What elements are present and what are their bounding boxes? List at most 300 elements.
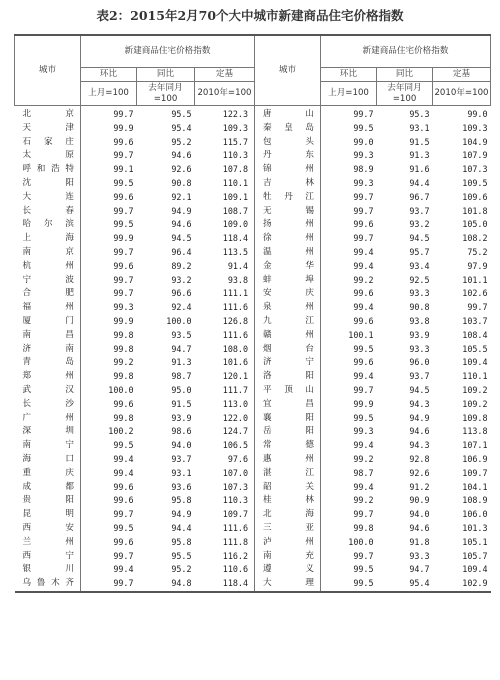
table-title: 表2：2015年2月70个大中城市新建商品住宅价格指数 <box>96 8 404 23</box>
dingji-value-right: 99.0 <box>467 109 488 119</box>
city-name-right: 大 理 <box>255 577 321 592</box>
dingji-value-right: 102.6 <box>462 288 488 299</box>
city-name-right: 平顶山 <box>255 384 321 398</box>
dingji-value-left: 91.4 <box>195 260 255 274</box>
huanbi-value-right: 99.8 <box>353 522 374 533</box>
dingji-value-left: 124.7 <box>195 425 255 439</box>
huanbi-value-left: 99.6 <box>113 260 134 271</box>
huanbi-value-left: 99.8 <box>113 343 134 354</box>
tongbi-value-right: 94.3 <box>409 398 430 409</box>
dingji-value-right: 105.5 <box>462 343 488 354</box>
tongbi-value-right: 94.9 <box>409 412 430 423</box>
group-header-left: 新建商品住宅价格指数 <box>81 35 255 68</box>
huanbi-value-left: 99.9 <box>113 233 134 244</box>
huanbi-value-left: 99.6 <box>113 136 134 147</box>
huanbi-value-right: 100.0 <box>348 536 374 547</box>
city-name-right: 丹 东 <box>255 149 321 163</box>
tongbi-value-left: 95.8 <box>171 495 192 506</box>
city-name-left: 沈 阳 <box>15 177 81 191</box>
huanbi-value-left: 99.1 <box>113 164 134 175</box>
dingji-value-right: 106.0 <box>462 509 488 520</box>
tongbi-value-right: 95.3 <box>409 109 430 119</box>
city-name-right: 九 江 <box>255 315 321 329</box>
city-name-left: 西 宁 <box>15 550 81 564</box>
tongbi-value-left: 98.7 <box>171 371 192 382</box>
city-header-right: 城市 <box>255 35 321 106</box>
table-row <box>15 218 491 232</box>
dingji-value-right: 103.7 <box>462 315 488 326</box>
dingji-value-right: 97.9 <box>467 260 488 271</box>
huanbi-value-right: 99.5 <box>353 564 374 575</box>
dingji-value-left: 111.7 <box>195 384 255 398</box>
tongbi-header-right: 同比 <box>377 68 433 82</box>
table-row <box>15 149 491 163</box>
dingji-value-right: 109.7 <box>462 467 488 478</box>
huanbi-value-right: 99.5 <box>353 122 374 133</box>
tongbi-value-right: 92.8 <box>409 453 430 464</box>
huanbi-header-right: 环比 <box>321 68 377 82</box>
huanbi-value-left: 99.4 <box>113 564 134 575</box>
huanbi-value-right: 99.2 <box>353 453 374 464</box>
tongbi-value-right: 91.8 <box>409 536 430 547</box>
dingji-value-left: 113.5 <box>195 246 255 260</box>
tongbi-value-right: 90.9 <box>409 495 430 506</box>
dingji-value-left: 122.3 <box>195 106 255 122</box>
huanbi-value-left: 99.6 <box>113 398 134 409</box>
tongbi-value-left: 95.8 <box>171 536 192 547</box>
tongbi-sub-left: 去年同月=100 <box>137 82 195 106</box>
huanbi-value-right: 99.4 <box>353 481 374 492</box>
tongbi-value-right: 93.3 <box>409 550 430 561</box>
city-name-right: 唐 山 <box>255 106 321 122</box>
tongbi-value-left: 90.8 <box>171 177 192 188</box>
tongbi-value-left: 92.1 <box>171 191 192 202</box>
table-row <box>15 494 491 508</box>
tongbi-value-left: 94.4 <box>171 522 192 533</box>
tongbi-value-right: 91.3 <box>409 150 430 161</box>
huanbi-value-right: 99.4 <box>353 302 374 313</box>
city-name-right: 洛 阳 <box>255 370 321 384</box>
huanbi-value-left: 99.5 <box>113 177 134 188</box>
huanbi-value-right: 99.5 <box>353 343 374 354</box>
city-name-left: 长 沙 <box>15 398 81 412</box>
dingji-value-right: 107.3 <box>462 164 488 175</box>
dingji-sub-right: 2010年=100 <box>433 82 491 106</box>
city-name-right: 惠 州 <box>255 453 321 467</box>
dingji-value-right: 101.3 <box>462 522 488 533</box>
city-name-right: 襄 阳 <box>255 412 321 426</box>
city-header-left: 城市 <box>15 35 81 106</box>
huanbi-value-left: 100.0 <box>108 384 134 395</box>
dingji-value-left: 115.7 <box>195 136 255 150</box>
huanbi-value-left: 99.7 <box>113 550 134 561</box>
tongbi-value-right: 95.4 <box>409 578 430 589</box>
tongbi-value-right: 93.1 <box>409 122 430 133</box>
huanbi-value-right: 99.0 <box>353 136 374 147</box>
dingji-value-right: 108.4 <box>462 329 488 340</box>
city-name-left: 上 海 <box>15 232 81 246</box>
city-name-right: 遵 义 <box>255 563 321 577</box>
city-name-right: 宜 昌 <box>255 398 321 412</box>
huanbi-value-right: 99.7 <box>353 550 374 561</box>
tongbi-value-left: 93.7 <box>171 453 192 464</box>
tongbi-header-left: 同比 <box>137 68 195 82</box>
dingji-value-left: 109.7 <box>195 508 255 522</box>
city-name-right: 无 锡 <box>255 205 321 219</box>
table-row <box>15 343 491 357</box>
dingji-value-right: 109.6 <box>462 191 488 202</box>
dingji-header-left: 定基 <box>195 68 255 82</box>
tongbi-value-left: 93.2 <box>171 274 192 285</box>
dingji-value-left: 110.3 <box>195 494 255 508</box>
dingji-value-right: 109.4 <box>462 357 488 368</box>
huanbi-value-left: 99.5 <box>113 522 134 533</box>
dingji-value-right: 107.1 <box>462 440 488 451</box>
table-row <box>15 356 491 370</box>
city-name-left: 广 州 <box>15 412 81 426</box>
tongbi-value-left: 98.6 <box>171 426 192 437</box>
dingji-value-right: 109.2 <box>462 398 488 409</box>
tongbi-value-left: 95.4 <box>171 122 192 133</box>
tongbi-value-left: 94.5 <box>171 233 192 244</box>
dingji-value-left: 111.6 <box>195 301 255 315</box>
table-row <box>15 274 491 288</box>
tongbi-value-left: 94.6 <box>171 219 192 230</box>
city-name-left: 南 昌 <box>15 329 81 343</box>
tongbi-value-right: 93.4 <box>409 260 430 271</box>
huanbi-value-right: 99.7 <box>353 233 374 244</box>
city-name-left: 哈尔滨 <box>15 218 81 232</box>
table-row <box>15 412 491 426</box>
tongbi-value-left: 94.7 <box>171 343 192 354</box>
tongbi-value-right: 94.3 <box>409 440 430 451</box>
dingji-sub-left: 2010年=100 <box>195 82 255 106</box>
table-row <box>15 260 491 274</box>
tongbi-value-right: 90.8 <box>409 302 430 313</box>
dingji-value-right: 109.3 <box>462 122 488 133</box>
dingji-value-left: 107.8 <box>195 163 255 177</box>
dingji-value-right: 108.9 <box>462 495 488 506</box>
table-row <box>15 577 491 592</box>
table-row <box>15 563 491 577</box>
table-row <box>15 384 491 398</box>
city-name-left: 兰 州 <box>15 536 81 550</box>
city-name-left: 太 原 <box>15 149 81 163</box>
huanbi-value-right: 99.7 <box>353 205 374 216</box>
tongbi-value-left: 95.2 <box>171 136 192 147</box>
city-name-right: 桂 林 <box>255 494 321 508</box>
tongbi-value-left: 94.8 <box>171 578 192 589</box>
tongbi-value-right: 91.6 <box>409 164 430 175</box>
dingji-value-right: 75.2 <box>467 246 488 257</box>
tongbi-value-right: 94.0 <box>409 509 430 520</box>
table-row <box>15 136 491 150</box>
huanbi-value-right: 99.4 <box>353 260 374 271</box>
huanbi-value-left: 99.5 <box>113 219 134 230</box>
tongbi-value-right: 93.3 <box>409 288 430 299</box>
tongbi-value-left: 94.0 <box>171 440 192 451</box>
huanbi-value-right: 99.4 <box>353 246 374 257</box>
huanbi-value-left: 100.2 <box>108 426 134 437</box>
table-row <box>15 315 491 329</box>
table-row <box>15 122 491 136</box>
city-name-left: 深 圳 <box>15 425 81 439</box>
tongbi-value-right: 93.7 <box>409 371 430 382</box>
huanbi-value-right: 99.7 <box>353 191 374 202</box>
tongbi-value-left: 93.9 <box>171 412 192 423</box>
huanbi-value-right: 99.3 <box>353 426 374 437</box>
table-row <box>15 536 491 550</box>
tongbi-value-left: 91.3 <box>171 357 192 368</box>
group-header-right: 新建商品住宅价格指数 <box>321 35 491 68</box>
dingji-value-left: 109.1 <box>195 191 255 205</box>
tongbi-value-left: 92.6 <box>171 164 192 175</box>
huanbi-value-right: 99.7 <box>353 384 374 395</box>
huanbi-value-right: 99.2 <box>353 274 374 285</box>
tongbi-value-right: 94.4 <box>409 177 430 188</box>
huanbi-value-right: 99.7 <box>353 509 374 520</box>
city-name-left: 合 肥 <box>15 287 81 301</box>
dingji-header-right: 定基 <box>433 68 491 82</box>
table-row <box>15 508 491 522</box>
tongbi-value-left: 95.2 <box>171 564 192 575</box>
city-name-left: 武 汉 <box>15 384 81 398</box>
city-name-right: 吉 林 <box>255 177 321 191</box>
city-name-left: 大 连 <box>15 191 81 205</box>
tongbi-value-right: 96.7 <box>409 191 430 202</box>
tongbi-value-left: 93.5 <box>171 329 192 340</box>
table-row <box>15 205 491 219</box>
city-name-left: 成 都 <box>15 481 81 495</box>
huanbi-value-left: 99.7 <box>113 578 134 589</box>
huanbi-value-left: 99.6 <box>113 536 134 547</box>
table-row <box>15 106 491 122</box>
tongbi-value-left: 96.6 <box>171 288 192 299</box>
table-row <box>15 177 491 191</box>
huanbi-value-left: 99.7 <box>113 109 134 119</box>
tongbi-value-left: 91.5 <box>171 398 192 409</box>
huanbi-value-right: 99.4 <box>353 440 374 451</box>
huanbi-value-right: 98.7 <box>353 467 374 478</box>
dingji-value-right: 99.7 <box>467 302 488 313</box>
tongbi-value-right: 91.2 <box>409 481 430 492</box>
dingji-value-right: 101.8 <box>462 205 488 216</box>
huanbi-value-left: 99.8 <box>113 329 134 340</box>
huanbi-value-left: 99.7 <box>113 150 134 161</box>
dingji-value-left: 106.5 <box>195 439 255 453</box>
city-name-left: 银 川 <box>15 563 81 577</box>
table-row <box>15 301 491 315</box>
dingji-value-left: 109.3 <box>195 122 255 136</box>
table-body <box>15 106 491 592</box>
huanbi-value-left: 99.4 <box>113 453 134 464</box>
huanbi-value-left: 99.7 <box>113 205 134 216</box>
dingji-value-right: 109.5 <box>462 177 488 188</box>
huanbi-value-right: 99.5 <box>353 412 374 423</box>
huanbi-value-left: 99.8 <box>113 371 134 382</box>
table-row <box>15 439 491 453</box>
huanbi-value-left: 99.9 <box>113 315 134 326</box>
city-name-left: 福 州 <box>15 301 81 315</box>
dingji-value-left: 107.0 <box>195 467 255 481</box>
tongbi-value-right: 94.5 <box>409 384 430 395</box>
huanbi-value-right: 100.1 <box>348 329 374 340</box>
city-name-left: 厦 门 <box>15 315 81 329</box>
dingji-value-right: 107.9 <box>462 150 488 161</box>
dingji-value-right: 109.8 <box>462 412 488 423</box>
price-index-table <box>14 34 491 593</box>
table-row <box>15 191 491 205</box>
city-name-right: 蚌 埠 <box>255 274 321 288</box>
huanbi-value-left: 99.7 <box>113 509 134 520</box>
dingji-value-left: 111.1 <box>195 287 255 301</box>
dingji-value-left: 109.0 <box>195 218 255 232</box>
table-header <box>15 35 491 106</box>
dingji-value-right: 109.4 <box>462 564 488 575</box>
tongbi-value-left: 94.6 <box>171 150 192 161</box>
table-row <box>15 522 491 536</box>
tongbi-value-left: 95.0 <box>171 384 192 395</box>
city-name-left: 乌鲁木齐 <box>15 577 81 592</box>
dingji-value-left: 118.4 <box>195 577 255 592</box>
city-name-right: 秦皇岛 <box>255 122 321 136</box>
dingji-value-left: 110.1 <box>195 177 255 191</box>
city-name-right: 金 华 <box>255 260 321 274</box>
table-row <box>15 481 491 495</box>
huanbi-value-right: 99.2 <box>353 495 374 506</box>
tongbi-value-right: 91.5 <box>409 136 430 147</box>
huanbi-value-left: 99.7 <box>113 274 134 285</box>
city-name-right: 岳 阳 <box>255 425 321 439</box>
city-name-left: 青 岛 <box>15 356 81 370</box>
dingji-value-right: 108.2 <box>462 233 488 244</box>
city-name-right: 牡丹江 <box>255 191 321 205</box>
city-name-left: 南 京 <box>15 246 81 260</box>
tongbi-value-left: 94.9 <box>171 509 192 520</box>
city-name-left: 海 口 <box>15 453 81 467</box>
huanbi-value-left: 99.7 <box>113 288 134 299</box>
huanbi-sub-left: 上月=100 <box>81 82 137 106</box>
city-name-left: 西 安 <box>15 522 81 536</box>
dingji-value-right: 110.1 <box>462 371 488 382</box>
huanbi-value-right: 99.9 <box>353 398 374 409</box>
city-name-right: 锦 州 <box>255 163 321 177</box>
tongbi-value-right: 94.5 <box>409 233 430 244</box>
city-name-right: 湛 江 <box>255 467 321 481</box>
city-name-right: 徐 州 <box>255 232 321 246</box>
city-name-left: 昆 明 <box>15 508 81 522</box>
tongbi-value-left: 95.5 <box>171 109 192 119</box>
table-row <box>15 370 491 384</box>
city-name-right: 南 充 <box>255 550 321 564</box>
tongbi-value-right: 94.6 <box>409 426 430 437</box>
huanbi-value-left: 99.6 <box>113 495 134 506</box>
dingji-value-left: 111.8 <box>195 536 255 550</box>
dingji-value-right: 105.0 <box>462 219 488 230</box>
tongbi-value-right: 96.0 <box>409 357 430 368</box>
huanbi-value-left: 99.9 <box>113 122 134 133</box>
dingji-value-left: 107.3 <box>195 481 255 495</box>
tongbi-value-left: 95.5 <box>171 550 192 561</box>
city-name-right: 北 海 <box>255 508 321 522</box>
dingji-value-right: 109.2 <box>462 384 488 395</box>
dingji-value-left: 126.8 <box>195 315 255 329</box>
tongbi-value-right: 93.9 <box>409 329 430 340</box>
huanbi-value-left: 99.6 <box>113 191 134 202</box>
city-name-left: 呼和浩特 <box>15 163 81 177</box>
huanbi-value-right: 99.6 <box>353 288 374 299</box>
huanbi-header-left: 环比 <box>81 68 137 82</box>
huanbi-value-right: 99.4 <box>353 371 374 382</box>
city-name-left: 杭 州 <box>15 260 81 274</box>
table-row <box>15 398 491 412</box>
tongbi-value-right: 94.6 <box>409 522 430 533</box>
city-name-right: 温 州 <box>255 246 321 260</box>
dingji-value-left: 118.4 <box>195 232 255 246</box>
tongbi-value-left: 93.6 <box>171 481 192 492</box>
city-name-left: 石家庄 <box>15 136 81 150</box>
tongbi-value-right: 92.6 <box>409 467 430 478</box>
table-row <box>15 550 491 564</box>
dingji-value-left: 120.1 <box>195 370 255 384</box>
huanbi-sub-right: 上月=100 <box>321 82 377 106</box>
dingji-value-left: 116.2 <box>195 550 255 564</box>
dingji-value-right: 104.9 <box>462 136 488 147</box>
city-name-right: 泸 州 <box>255 536 321 550</box>
table-row <box>15 232 491 246</box>
city-name-right: 韶 关 <box>255 481 321 495</box>
dingji-value-right: 104.1 <box>462 481 488 492</box>
city-name-right: 赣 州 <box>255 329 321 343</box>
tongbi-value-right: 92.5 <box>409 274 430 285</box>
dingji-value-right: 102.9 <box>462 578 488 589</box>
dingji-value-left: 110.3 <box>195 149 255 163</box>
dingji-value-right: 105.7 <box>462 550 488 561</box>
table-row <box>15 163 491 177</box>
huanbi-value-right: 99.6 <box>353 219 374 230</box>
city-name-left: 南 宁 <box>15 439 81 453</box>
tongbi-value-right: 93.3 <box>409 343 430 354</box>
table-row <box>15 453 491 467</box>
city-name-right: 安 庆 <box>255 287 321 301</box>
tongbi-value-left: 92.4 <box>171 302 192 313</box>
huanbi-value-right: 99.6 <box>353 357 374 368</box>
dingji-value-left: 122.0 <box>195 412 255 426</box>
tongbi-value-left: 93.1 <box>171 467 192 478</box>
dingji-value-left: 108.0 <box>195 343 255 357</box>
city-name-left: 宁 波 <box>15 274 81 288</box>
tongbi-value-left: 89.2 <box>171 260 192 271</box>
city-name-left: 济 南 <box>15 343 81 357</box>
tongbi-value-right: 93.2 <box>409 219 430 230</box>
dingji-value-right: 101.1 <box>462 274 488 285</box>
city-name-left: 贵 阳 <box>15 494 81 508</box>
huanbi-value-right: 98.9 <box>353 164 374 175</box>
huanbi-value-left: 99.8 <box>113 412 134 423</box>
tongbi-value-right: 94.7 <box>409 564 430 575</box>
city-name-left: 郑 州 <box>15 370 81 384</box>
huanbi-value-left: 99.5 <box>113 440 134 451</box>
huanbi-value-left: 99.7 <box>113 246 134 257</box>
dingji-value-left: 101.6 <box>195 356 255 370</box>
city-name-left: 北 京 <box>15 106 81 122</box>
tongbi-value-right: 95.7 <box>409 246 430 257</box>
dingji-value-left: 110.6 <box>195 563 255 577</box>
city-name-right: 包 头 <box>255 136 321 150</box>
city-name-right: 烟 台 <box>255 343 321 357</box>
dingji-value-left: 111.6 <box>195 522 255 536</box>
dingji-value-left: 111.6 <box>195 329 255 343</box>
